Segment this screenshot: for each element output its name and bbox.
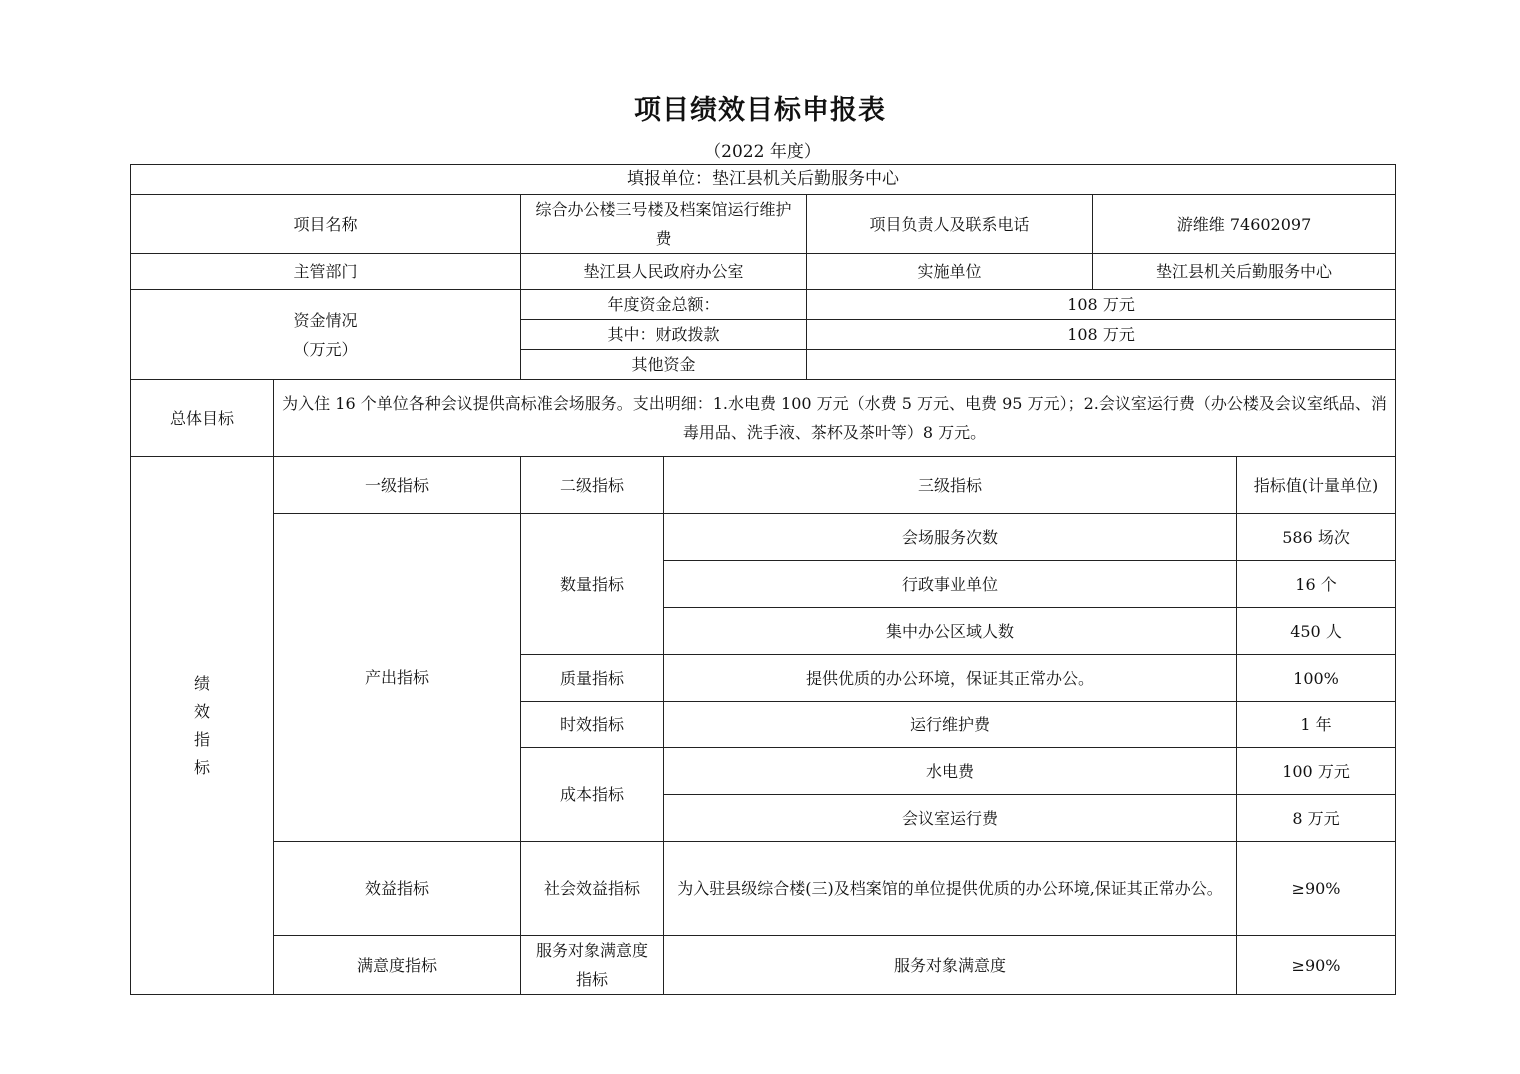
side-char-3: 指 xyxy=(193,729,210,749)
header-level2: 二级指标 xyxy=(521,457,664,514)
satisfaction-indicator-label: 满意度指标 xyxy=(274,936,521,995)
time-indicator-label: 时效指标 xyxy=(521,702,664,748)
funds-unit-text: （万元） xyxy=(293,339,358,359)
fiscal-allocation-value: 108 万元 xyxy=(807,320,1396,350)
indicator-value: ≥90% xyxy=(1237,842,1396,936)
side-char-2: 效 xyxy=(193,701,210,721)
indicator-name: 服务对象满意度 xyxy=(664,936,1237,995)
year-subtitle: （2022 年度） xyxy=(704,142,821,162)
supervising-dept-label: 主管部门 xyxy=(131,254,521,290)
indicator-value: 16 个 xyxy=(1237,561,1396,608)
indicator-value: 100% xyxy=(1237,655,1396,702)
performance-indicators-side-label xyxy=(131,457,274,995)
project-leader-value: 游维维 74602097 xyxy=(1093,195,1396,254)
indicator-name: 会场服务次数 xyxy=(664,514,1237,561)
indicator-name: 为入驻县级综合楼(三)及档案馆的单位提供优质的办公环境,保证其正常办公。 xyxy=(664,842,1237,936)
page-title: 项目绩效目标申报表 xyxy=(634,95,886,126)
indicator-value: 1 年 xyxy=(1237,702,1396,748)
indicator-value: 586 场次 xyxy=(1237,514,1396,561)
indicator-name: 提供优质的办公环境，保证其正常办公。 xyxy=(664,655,1237,702)
overall-goal-text: 为入住 16 个单位各种会议提供高标准会场服务。支出明细：1.水电费 100 万元（水费 5 万元、电费 95 万元）；2.会议室运行费（办公楼及会议室纸品、消毒用品、洗手液、茶杯及茶叶等）8 万元。 xyxy=(274,380,1396,457)
header-value: 指标值(计量单位) xyxy=(1237,457,1396,514)
indicator-name: 集中办公区域人数 xyxy=(664,608,1237,655)
quantity-indicator-label: 数量指标 xyxy=(521,514,664,655)
project-name-value: 综合办公楼三号楼及档案馆运行维护费 xyxy=(521,195,807,254)
implementing-unit-value: 垫江县机关后勤服务中心 xyxy=(1093,254,1396,290)
overall-goal-label: 总体目标 xyxy=(131,380,274,457)
side-char-4: 标 xyxy=(193,757,210,777)
indicator-value: 8 万元 xyxy=(1237,795,1396,842)
performance-table xyxy=(130,164,1396,995)
indicator-name: 会议室运行费 xyxy=(664,795,1237,842)
quality-indicator-label: 质量指标 xyxy=(521,655,664,702)
side-char-1: 绩 xyxy=(193,673,210,693)
implementing-unit-label: 实施单位 xyxy=(807,254,1093,290)
other-funds-value xyxy=(807,350,1396,380)
fiscal-allocation-label: 其中：财政拨款 xyxy=(521,320,807,350)
header-level1: 一级指标 xyxy=(274,457,521,514)
reporting-unit-value: 垫江县机关后勤服务中心 xyxy=(712,169,900,189)
benefit-indicator-label: 效益指标 xyxy=(274,842,521,936)
other-funds-label: 其他资金 xyxy=(521,350,807,380)
annual-total-label: 年度资金总额： xyxy=(521,290,807,320)
social-benefit-label: 社会效益指标 xyxy=(521,842,664,936)
reporting-unit-cell xyxy=(131,165,1396,195)
funds-label xyxy=(131,290,521,380)
indicator-name: 行政事业单位 xyxy=(664,561,1237,608)
indicator-value: ≥90% xyxy=(1237,936,1396,995)
supervising-dept-value: 垫江县人民政府办公室 xyxy=(521,254,807,290)
reporting-unit-label: 填报单位： xyxy=(627,169,713,189)
project-leader-label: 项目负责人及联系电话 xyxy=(807,195,1093,254)
indicator-name: 运行维护费 xyxy=(664,702,1237,748)
indicator-value: 100 万元 xyxy=(1237,748,1396,795)
indicator-name: 水电费 xyxy=(664,748,1237,795)
indicator-value: 450 人 xyxy=(1237,608,1396,655)
annual-total-value: 108 万元 xyxy=(807,290,1396,320)
funds-label-text: 资金情况 xyxy=(293,310,358,330)
cost-indicator-label: 成本指标 xyxy=(521,748,664,842)
output-indicator-label: 产出指标 xyxy=(274,514,521,842)
project-name-label: 项目名称 xyxy=(131,195,521,254)
service-satisfaction-label: 服务对象满意度指标 xyxy=(521,936,664,995)
header-level3: 三级指标 xyxy=(664,457,1237,514)
